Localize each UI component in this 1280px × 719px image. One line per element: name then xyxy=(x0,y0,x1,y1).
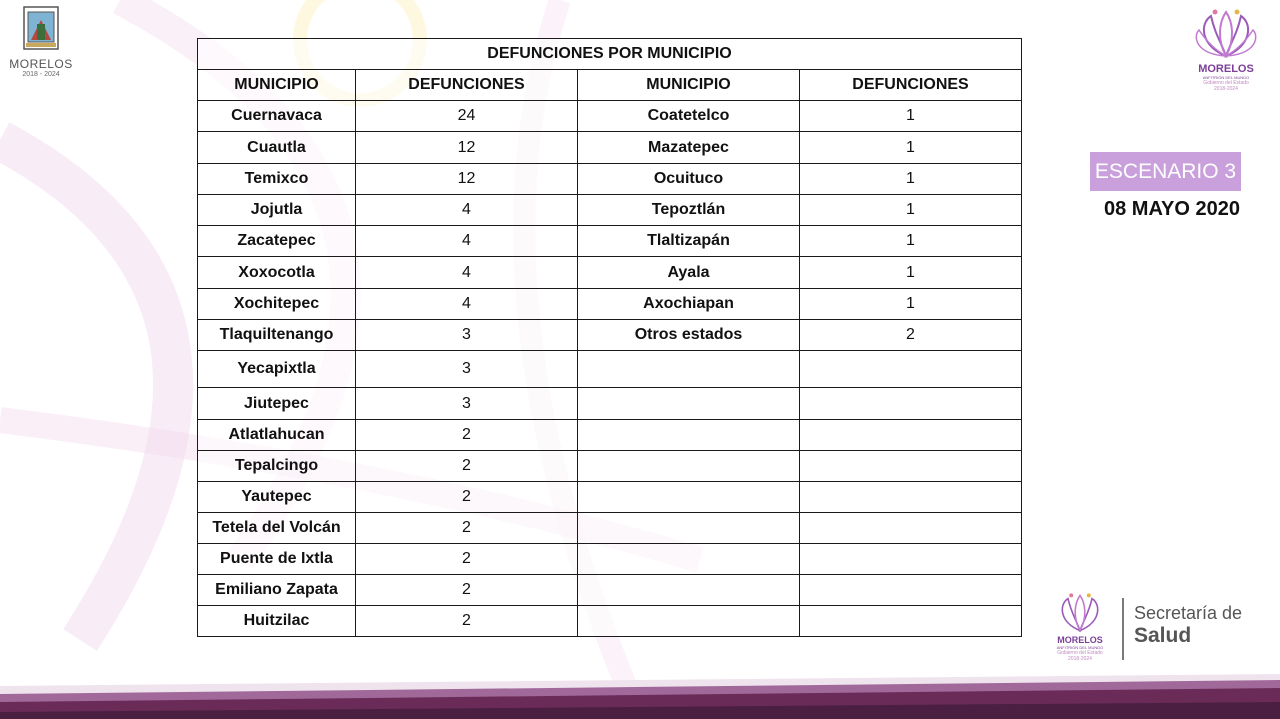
deaths-cell: 2 xyxy=(356,544,578,575)
deaths-cell: 1 xyxy=(800,164,1022,195)
table-row xyxy=(198,289,1022,320)
municipality-cell: Axochiapan xyxy=(578,289,800,320)
municipality-cell xyxy=(578,420,800,451)
table-row xyxy=(198,482,1022,513)
brand-subtitle: Gobierno del Estado xyxy=(1203,80,1249,86)
footer-brand-years: 2018-2024 xyxy=(1068,656,1092,662)
deaths-cell: 24 xyxy=(356,101,578,132)
state-logo xyxy=(6,6,76,78)
municipality-cell: Tlaquiltenango xyxy=(198,320,356,351)
brand-name: MORELOS xyxy=(1198,63,1254,75)
table-title-row xyxy=(198,39,1022,70)
state-years: 2018 - 2024 xyxy=(22,71,60,78)
deaths-cell: 1 xyxy=(800,257,1022,289)
report-date: 08 MAYO 2020 xyxy=(1103,198,1240,220)
ministry-name-line2: Salud xyxy=(1134,624,1192,647)
municipality-cell xyxy=(578,544,800,575)
municipality-cell: Cuernavaca xyxy=(198,101,356,132)
municipality-cell: Jiutepec xyxy=(198,388,356,420)
municipality-cell: Temixco xyxy=(198,164,356,195)
deaths-cell: 2 xyxy=(356,606,578,637)
municipality-cell: Puente de Ixtla xyxy=(198,544,356,575)
municipality-cell: Xochitepec xyxy=(198,289,356,320)
deaths-cell: 2 xyxy=(356,575,578,606)
municipality-cell: Cuautla xyxy=(198,132,356,164)
column-header-defunciones: DEFUNCIONES xyxy=(800,70,1022,101)
municipality-cell: Huitzilac xyxy=(198,606,356,637)
deaths-cell: 1 xyxy=(800,226,1022,257)
table-row xyxy=(198,351,1022,388)
table-row xyxy=(198,513,1022,544)
deaths-cell: 4 xyxy=(356,195,578,226)
flower-icon xyxy=(1191,6,1261,62)
deaths-cell: 1 xyxy=(800,289,1022,320)
state-name: MORELOS xyxy=(9,57,73,71)
municipality-cell xyxy=(578,451,800,482)
municipality-cell xyxy=(578,513,800,544)
municipality-cell: Yecapixtla xyxy=(198,351,356,388)
footer-brand-tagline: ANFITRIÓN DEL MUNDO xyxy=(1056,645,1104,650)
table-row xyxy=(198,544,1022,575)
deaths-table xyxy=(197,38,1022,637)
municipality-cell: Atlatlahucan xyxy=(198,420,356,451)
municipality-cell: Mazatepec xyxy=(578,132,800,164)
municipality-cell xyxy=(578,575,800,606)
footer-divider xyxy=(1122,598,1124,660)
scenario-badge: ESCENARIO 3 xyxy=(1090,152,1241,191)
table-title: DEFUNCIONES POR MUNICIPIO xyxy=(198,39,1022,70)
footer-brand-name: MORELOS xyxy=(1057,635,1103,645)
deaths-cell: 1 xyxy=(800,195,1022,226)
table-row xyxy=(198,195,1022,226)
deaths-cell: 2 xyxy=(356,513,578,544)
table-row xyxy=(198,132,1022,164)
deaths-cell: 4 xyxy=(356,257,578,289)
municipality-cell: Jojutla xyxy=(198,195,356,226)
deaths-cell: 3 xyxy=(356,320,578,351)
table-row xyxy=(198,451,1022,482)
municipality-cell: Otros estados xyxy=(578,320,800,351)
deaths-cell: 2 xyxy=(356,482,578,513)
deaths-cell: 3 xyxy=(356,388,578,420)
deaths-cell xyxy=(800,513,1022,544)
deaths-cell: 1 xyxy=(800,132,1022,164)
municipality-cell: Ayala xyxy=(578,257,800,289)
deaths-cell: 1 xyxy=(800,101,1022,132)
municipality-cell xyxy=(578,351,800,388)
brand-years: 2018-2024 xyxy=(1214,86,1238,92)
municipality-cell: Yautepec xyxy=(198,482,356,513)
table-row xyxy=(198,606,1022,637)
municipality-cell: Emiliano Zapata xyxy=(198,575,356,606)
deaths-cell: 12 xyxy=(356,132,578,164)
municipality-cell: Zacatepec xyxy=(198,226,356,257)
table-row xyxy=(198,164,1022,195)
municipality-cell: Coatetelco xyxy=(578,101,800,132)
deaths-cell: 4 xyxy=(356,226,578,257)
municipality-cell: Tlaltizapán xyxy=(578,226,800,257)
footer-brand-subtitle: Gobierno del Estado xyxy=(1057,650,1103,656)
deaths-cell xyxy=(800,482,1022,513)
table-row xyxy=(198,420,1022,451)
municipality-cell: Ocuituco xyxy=(578,164,800,195)
column-header-municipio: MUNICIPIO xyxy=(578,70,800,101)
ministry-name-line1: Secretaría de xyxy=(1134,603,1243,623)
municipality-cell: Tepalcingo xyxy=(198,451,356,482)
deaths-cell xyxy=(800,451,1022,482)
deaths-cell: 2 xyxy=(356,420,578,451)
column-header-defunciones: DEFUNCIONES xyxy=(356,70,578,101)
bottom-band xyxy=(0,672,1280,719)
column-header-municipio: MUNICIPIO xyxy=(198,70,356,101)
municipality-cell xyxy=(578,388,800,420)
deaths-cell xyxy=(800,420,1022,451)
municipality-cell: Tetela del Volcán xyxy=(198,513,356,544)
brand-logo xyxy=(1186,6,1266,92)
table-row xyxy=(198,226,1022,257)
coat-of-arms-icon xyxy=(23,6,59,50)
table-row xyxy=(198,320,1022,351)
deaths-cell xyxy=(800,606,1022,637)
table-row xyxy=(198,388,1022,420)
deaths-cell xyxy=(800,544,1022,575)
deaths-cell: 2 xyxy=(356,451,578,482)
deaths-cell xyxy=(800,388,1022,420)
municipality-cell xyxy=(578,482,800,513)
table-row xyxy=(198,101,1022,132)
deaths-cell xyxy=(800,351,1022,388)
deaths-cell xyxy=(800,575,1022,606)
municipality-cell xyxy=(578,606,800,637)
deaths-cell: 2 xyxy=(800,320,1022,351)
deaths-cell: 12 xyxy=(356,164,578,195)
flower-icon xyxy=(1052,590,1108,636)
brand-tagline: ANFITRIÓN DEL MUNDO xyxy=(1202,75,1250,80)
deaths-cell: 3 xyxy=(356,351,578,388)
table-header-row xyxy=(198,70,1022,101)
table-row xyxy=(198,575,1022,606)
municipality-cell: Xoxocotla xyxy=(198,257,356,289)
municipality-cell: Tepoztlán xyxy=(578,195,800,226)
footer-brand-logo xyxy=(1048,590,1112,662)
deaths-cell: 4 xyxy=(356,289,578,320)
table-row xyxy=(198,257,1022,289)
